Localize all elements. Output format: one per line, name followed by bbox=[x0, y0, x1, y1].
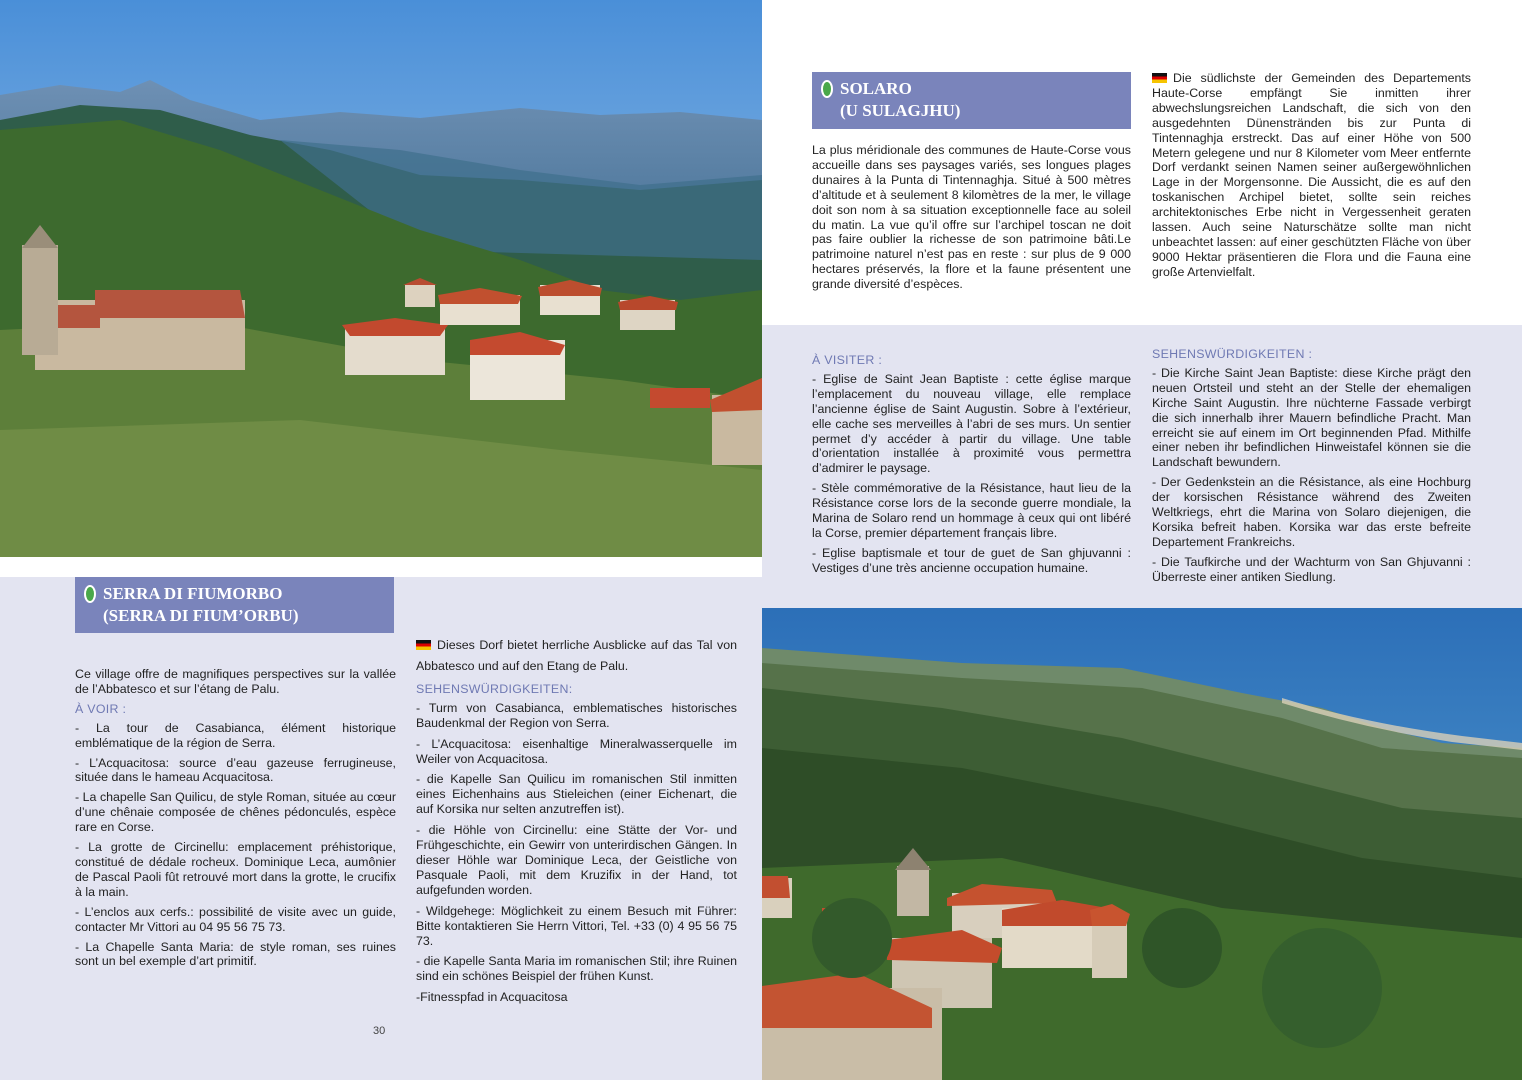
serra-de-column bbox=[416, 635, 737, 1010]
solaro-de-visit-item: - Die Taufkirche und der Wachturm von San Ghjuvanni : Überreste einer antiken Siedlung. bbox=[1152, 554, 1471, 584]
serra-de-visit-item: - die Kapelle Santa Maria im romanischen Stil; ihre Ruinen sind ein schönes Beispiel der frühen Kunst. bbox=[416, 954, 737, 984]
serra-fr-visit-heading: À VOIR : bbox=[75, 701, 127, 716]
serra-title bbox=[75, 577, 394, 633]
serra-de-visit-item: - L’Acquacitosa: eisenhaltige Mineralwasserquelle im Weiler von Acquacitosa. bbox=[416, 736, 737, 766]
corsica-leaf-icon bbox=[83, 584, 97, 604]
solaro-de-visit-heading: SEHENSWÜRDIGKEITEN : bbox=[1152, 347, 1313, 361]
serra-de-intro: Dieses Dorf bietet herrliche Ausblicke auf das Tal von Abbatesco und auf den Etang de Palu. bbox=[416, 638, 737, 673]
solaro-fr-intro-text: La plus méridionale des communes de Haute-Corse vous accueille dans ses paysages variés, ses longues plages dunaires à la Punta di Tintennaghja. Situé à 500 mètres d’altitude et à seulement 8 kilomètres de la mer, le village doit son nom à sa situation exceptionnelle face au soleil du matin. La vue qu’il offre sur l’archipel toscan ne doit pas faire oublier la richesse de son patrimoine bâti.Le patrimoine naturel n’est pas en reste : sur plus de 9 000 hectares préservés, la flore et la faune présentent une grande diversité d’espèces. bbox=[812, 143, 1131, 292]
solaro-title-line1: SOLARO bbox=[840, 79, 912, 98]
photo-serra-village bbox=[0, 0, 762, 557]
page-number: 30 bbox=[373, 1025, 386, 1037]
photo-solaro-coast bbox=[762, 608, 1522, 1080]
serra-title-line2: (SERRA DI FIUM’ORBU) bbox=[103, 606, 299, 625]
serra-fr-visit-item: - La grotte de Circinellu: emplacement préhistorique, constitué de dédale rocheux. Dominique Leca, aumônier de Pascal Paoli fût retrouvé mort dans la grotte, le crucifix à la main. bbox=[75, 840, 396, 899]
serra-fr-visit-item: - L’Acquacitosa: source d’eau gazeuse ferrugineuse, située dans le hameau Acquacitosa. bbox=[75, 755, 396, 785]
serra-fr-visit-item: - L’enclos aux cerfs.: possibilité de visite avec un guide, contacter Mr Vittori au 04 95 56 75 73. bbox=[75, 904, 396, 934]
solaro-de-intro bbox=[1152, 71, 1471, 285]
serra-de-visit-item: - die Höhle von Circinellu: eine Stätte der Vor- und Frühgeschichte, ein Gewirr von unterirdischen Gängen. In dieser Höhle war Dominique Leca, der Geistliche von Pasquale Paoli, mit dem Kruzifix in der Hand, tot aufgefunden worden. bbox=[416, 822, 737, 898]
serra-fr-visit-item: - La chapelle San Quilicu, de style Roman, située au cœur d’une chênaie composée de chênes pédonculés, espèce rare en Corse. bbox=[75, 790, 396, 835]
solaro-fr-visit bbox=[812, 353, 1131, 581]
serra-fr-intro: Ce village offre de magnifiques perspectives sur la vallée de l’Abbatesco et sur l’étang de Palu. bbox=[75, 667, 396, 696]
serra-fr-visit-item: - La Chapelle Santa Maria: de style roman, ses ruines sont un bel exemple d’art primitif. bbox=[75, 939, 396, 969]
solaro-fr-visit-item: - Eglise de Saint Jean Baptiste : cette église marque l’emplacement du nouveau village, elle remplace l’ancienne église de Saint Augustin. Sobre à l’extérieur, elle cache ses merveilles à l’abri de ses murs. Un sentier permet d’y accéder à partir du village. Une table d’orientation installée à proximité vous permettra d’admirer le paysage. bbox=[812, 371, 1131, 476]
german-flag-icon bbox=[416, 640, 431, 650]
solaro-de-intro-text: Die südlichste der Gemeinden des Departements Haute-Corse empfängt Sie inmitten ihrer abwechslungsreichen Landschaft, die sich von den ausgedehnten Dünenstränden bis zur Punta di Tintennaghja erstreckt. Das auf einer Höhe von 500 Metern gelegene und nur 8 Kilometer vom Meer entfernte Dorf verdankt seinen Namen seiner außergewöhnlichen Lage in der Morgensonne. Die Aussicht, die es auf den toskanischen Archipel bietet, sollte sein reiches architektonisches Erbe nicht in Vergessenheit geraten lassen. Auch seine Naturschätze sollte man nicht unbeachtet lassen: auf einer geschützten Fläche von über 9000 Hektar präsentieren die Flora und die Fauna eine große Artenvielfalt. bbox=[1152, 71, 1471, 279]
solaro-fr-visit-heading: À VISITER : bbox=[812, 353, 883, 367]
serra-fr-visit-item: - La tour de Casabianca, élément historique emblématique de la région de Serra. bbox=[75, 720, 396, 750]
corsica-leaf-icon bbox=[820, 79, 834, 99]
solaro-fr-visit-item: - Eglise baptismale et tour de guet de San ghjuvanni : Vestiges d’une très ancienne occupation humaine. bbox=[812, 545, 1131, 575]
serra-de-visit-item: - die Kapelle San Quilicu im romanischen Stil inmitten eines Eichenhains aus Stieleichen (einer Eichenart, die auf Korsika nur selten anzutreffen ist). bbox=[416, 772, 737, 817]
serra-title-line1: SERRA DI FIUMORBO bbox=[103, 584, 283, 603]
serra-fr-column bbox=[75, 667, 396, 974]
solaro-de-visit-item: - Die Kirche Saint Jean Baptiste: diese Kirche prägt den neuen Ortsteil und steht an der Stelle der ehemaligen Kirche Saint Augustin. Ihre nüchterne Fassade verbirgt die sich innerhalb ihrer Mauern befindliche Pracht. Man erreicht sie auf einem im Ort beginnenden Pfad. Mithilfe einer neben ihr befindlichen Hinweistafel können sie die Landschaft bewundern. bbox=[1152, 365, 1471, 470]
serra-de-visit-item: -Fitnesspfad in Acquacitosa bbox=[416, 989, 568, 1004]
solaro-fr-visit-item: - Stèle commémorative de la Résistance, haut lieu de la Résistance corse lors de la seconde guerre mondiale, la Marina de Solaro rend un hommage à ceux qui ont libéré la Corse, premier département français libre. bbox=[812, 481, 1131, 540]
serra-de-visit-item: - Turm von Casabianca, emblematisches historisches Baudenkmal der Region von Serra. bbox=[416, 701, 737, 731]
serra-de-visit-heading: SEHENSWÜRDIGKEITEN: bbox=[416, 682, 573, 696]
german-flag-icon bbox=[1152, 73, 1167, 83]
solaro-de-visit bbox=[1152, 347, 1471, 590]
solaro-title-line2: (U SULAGJHU) bbox=[840, 101, 961, 120]
solaro-fr-intro bbox=[812, 143, 1131, 297]
solaro-title bbox=[812, 72, 1131, 129]
serra-de-visit-item: - Wildgehege: Möglichkeit zu einem Besuch mit Führer: Bitte kontaktieren Sie Herrn Vittori, Tel. +33 (0) 4 95 56 75 73. bbox=[416, 903, 737, 949]
solaro-de-visit-item: - Der Gedenkstein an die Résistance, als eine Hochburg der korsischen Résistance während des Zweiten Weltkriegs, ehrt die Marina von Solaro diejenigen, die Korsika befreit haben. Korsika war das erste befreite Departement Frankreichs. bbox=[1152, 475, 1471, 549]
